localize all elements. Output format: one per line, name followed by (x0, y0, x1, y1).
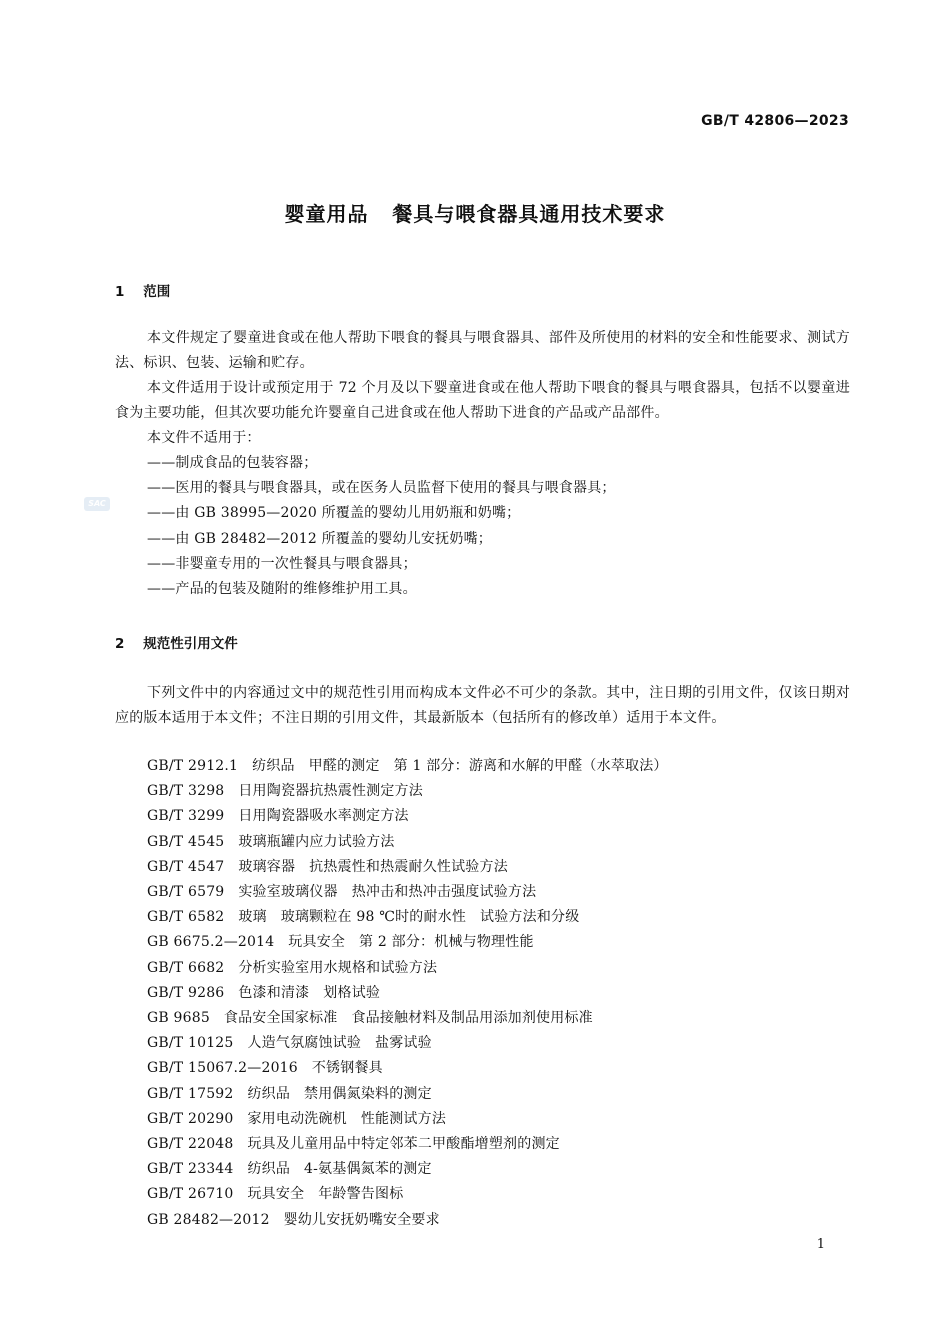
scope-paragraph-3: 本文件不适用于： (147, 430, 261, 446)
document-title: 婴童用品 餐具与喂食器具通用技术要求 (284, 202, 666, 226)
list-item: ——非婴童专用的一次性餐具与喂食器具； (147, 555, 417, 572)
exclusion-list (147, 451, 616, 602)
references-intro-paragraph: 下列文件中的内容通过文中的规范性引用而构成本文件必不可少的条款。其中，注日期的引用文件，仅该日期对应的版本适用于本文件；不注日期的引用文件，其最新版本（包括所有的修改单）适用于本文件。 (115, 685, 850, 726)
reference-item: GB 28482—2012 婴幼儿安抚奶嘴安全要求 (147, 1211, 440, 1228)
reference-item: GB/T 4545 玻璃瓶罐内应力试验方法 (147, 833, 395, 850)
reference-item: GB/T 3299 日用陶瓷器吸水率测定方法 (147, 808, 409, 825)
reference-item: GB/T 3298 日用陶瓷器抗热震性测定方法 (147, 783, 423, 800)
section-heading-normative-references: 2 规范性引用文件 (115, 636, 238, 652)
reference-item: GB/T 15067.2—2016 不锈钢餐具 (147, 1060, 383, 1077)
list-item: ——医用的餐具与喂食器具，或在医务人员监督下使用的餐具与喂食器具； (147, 480, 616, 497)
section-heading-scope: 1 范围 (115, 284, 171, 300)
reference-item: GB/T 23344 纺织品 4-氨基偶氮苯的测定 (147, 1161, 432, 1178)
scope-paragraph-2: 本文件适用于设计或预定用于 72 个月及以下婴童进食或在他人帮助下喂食的餐具与喂食器具，包括不以婴童进食为主要功能，但其次要功能允许婴童自己进食或在他人帮助下进食的产品或产品部件。 (115, 380, 850, 421)
page-number: 1 (816, 1237, 825, 1252)
reference-item: GB/T 9286 色漆和清漆 划格试验 (147, 984, 381, 1001)
reference-item: GB/T 4547 玻璃容器 抗热震性和热震耐久性试验方法 (147, 858, 508, 875)
reference-item: GB/T 6682 分析实验室用水规格和试验方法 (147, 959, 438, 976)
scope-paragraph-1: 本文件规定了婴童进食或在他人帮助下喂食的餐具与喂食器具、部件及所使用的材料的安全和性能要求、测试方法、标识、包装、运输和贮存。 (115, 330, 850, 371)
reference-item: GB/T 10125 人造气氛腐蚀试验 盐雾试验 (147, 1035, 432, 1052)
reference-item: GB/T 26710 玩具安全 年龄警告图标 (147, 1186, 404, 1203)
reference-item: GB/T 22048 玩具及儿童用品中特定邻苯二甲酸酯增塑剂的测定 (147, 1136, 560, 1153)
list-item: ——由 GB 28482—2012 所覆盖的婴幼儿安抚奶嘴； (147, 530, 492, 547)
list-item: ——产品的包装及随附的维修维护用工具。 (147, 581, 417, 598)
reference-item: GB 9685 食品安全国家标准 食品接触材料及制品用添加剂使用标准 (147, 1010, 593, 1027)
reference-item: GB/T 6582 玻璃 玻璃颗粒在 98 ℃时的耐水性 试验方法和分级 (147, 909, 580, 926)
reference-item: GB/T 2912.1 纺织品 甲醛的测定 第 1 部分：游离和水解的甲醛（水萃取法） (147, 758, 668, 774)
sac-watermark-logo: SAC (84, 497, 110, 511)
standard-code: GB/T 42806—2023 (701, 113, 849, 129)
reference-item: GB/T 17592 纺织品 禁用偶氮染料的测定 (147, 1085, 432, 1102)
reference-list (147, 754, 668, 1233)
reference-item: GB/T 20290 家用电动洗碗机 性能测试方法 (147, 1110, 447, 1127)
reference-item: GB 6675.2—2014 玩具安全 第 2 部分：机械与物理性能 (147, 934, 534, 951)
reference-item: GB/T 6579 实验室玻璃仪器 热冲击和热冲击强度试验方法 (147, 884, 537, 901)
list-item: ——由 GB 38995—2020 所覆盖的婴幼儿用奶瓶和奶嘴； (147, 505, 521, 522)
list-item: ——制成食品的包装容器； (147, 455, 318, 471)
